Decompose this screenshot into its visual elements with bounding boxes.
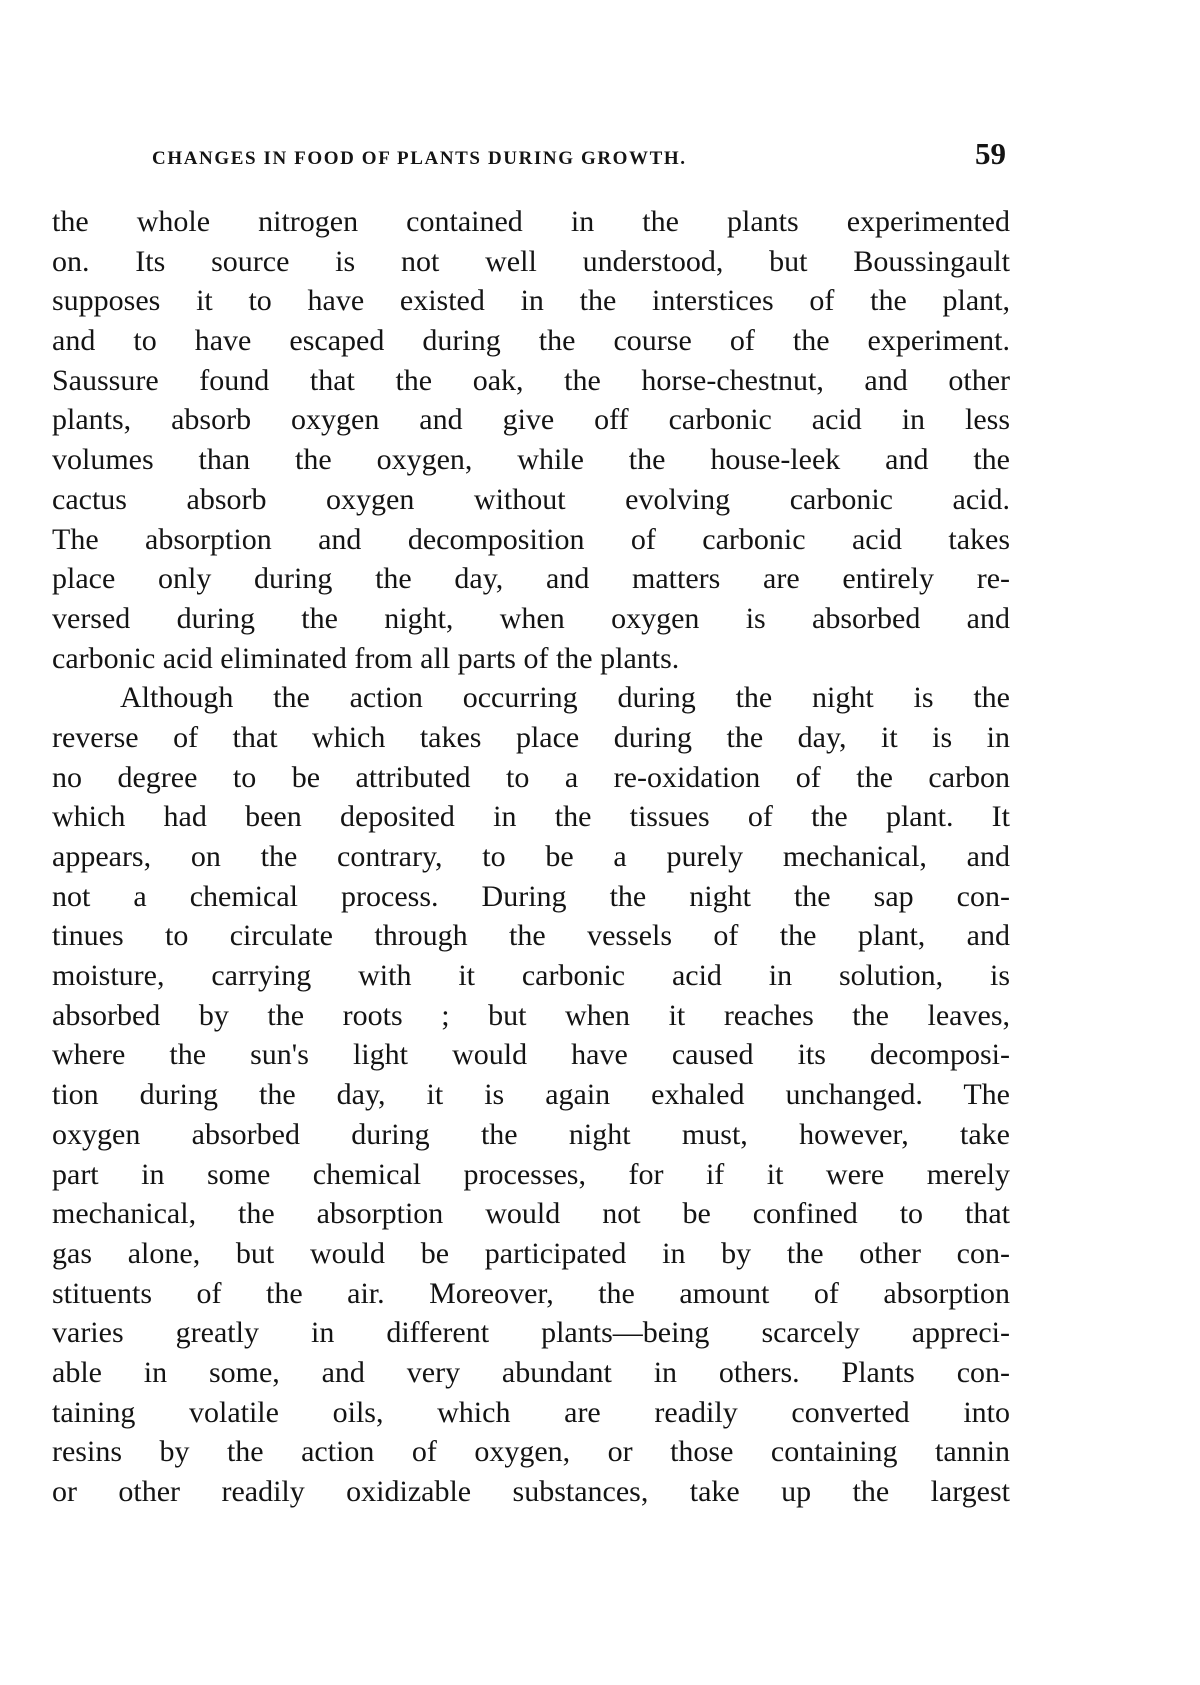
text-line: or other readily oxidizable substances, take up the largest: [52, 1475, 1010, 1508]
text-line: where the sun's light would have caused its decomposi-: [52, 1038, 1010, 1072]
text-line: taining volatile oils, which are readily converted into: [52, 1395, 1010, 1429]
text-line: which had been deposited in the tissues of the plant. It: [52, 800, 1010, 834]
text-line: on. Its source is not well understood, but Boussingault: [52, 244, 1010, 278]
text-line: mechanical, the absorption would not be confined to that: [52, 1197, 1010, 1231]
text-line: reverse of that which takes place during the day, it is in: [52, 720, 1010, 754]
text-line: the whole nitrogen contained in the plants experimented: [52, 205, 1010, 238]
text-line: cactus absorb oxygen without evolving carbonic acid.: [52, 482, 1010, 516]
text-line: moisture, carrying with it carbonic acid in solution, is: [52, 959, 1010, 993]
body-text: [52, 202, 1010, 1512]
text-line: supposes it to have existed in the interstices of the plant,: [52, 284, 1010, 318]
text-line: oxygen absorbed during the night must, however, take: [52, 1117, 1010, 1151]
text-line: absorbed by the roots ; but when it reaches the leaves,: [52, 998, 1010, 1032]
text-line: The absorption and decomposition of carbonic acid takes: [52, 522, 1010, 556]
paragraph-start-line: Although the action occurring during the night is the: [120, 681, 1010, 715]
text-line: varies greatly in different plants—being scarcely appreci-: [52, 1316, 1010, 1350]
text-line: stituents of the air. Moreover, the amount of absorption: [52, 1276, 1010, 1310]
text-line: appears, on the contrary, to be a purely mechanical, and: [52, 840, 1010, 873]
text-line: tinues to circulate through the vessels of the plant, and: [52, 919, 1010, 953]
text-line: versed during the night, when oxygen is absorbed and: [52, 601, 1010, 635]
page-number: 59: [975, 136, 1006, 171]
text-line: and to have escaped during the course of the experiment.: [52, 324, 1010, 358]
text-line: tion during the day, it is again exhaled unchanged. The: [52, 1078, 1010, 1112]
text-line: gas alone, but would be participated in by the other con-: [52, 1236, 1010, 1270]
text-line: place only during the day, and matters are entirely re-: [52, 562, 1010, 596]
running-title: CHANGES IN FOOD OF PLANTS DURING GROWTH.: [152, 148, 687, 169]
text-line: resins by the action of oxygen, or those containing tannin: [52, 1435, 1010, 1469]
paragraph-end-line: carbonic acid eliminated from all parts of the plants.: [52, 641, 680, 675]
text-line: no degree to be attributed to a re-oxidation of the carbon: [52, 760, 1010, 794]
text-line: Saussure found that the oak, the horse-chestnut, and other: [52, 363, 1010, 397]
text-line: part in some chemical processes, for if it were merely: [52, 1157, 1010, 1191]
text-line: plants, absorb oxygen and give off carbonic acid in less: [52, 403, 1010, 437]
text-line: able in some, and very abundant in others. Plants con-: [52, 1355, 1010, 1389]
text-line: not a chemical process. During the night the sap con-: [52, 879, 1010, 913]
running-head: [120, 136, 1010, 176]
text-line: volumes than the oxygen, while the house-leek and the: [52, 443, 1010, 477]
